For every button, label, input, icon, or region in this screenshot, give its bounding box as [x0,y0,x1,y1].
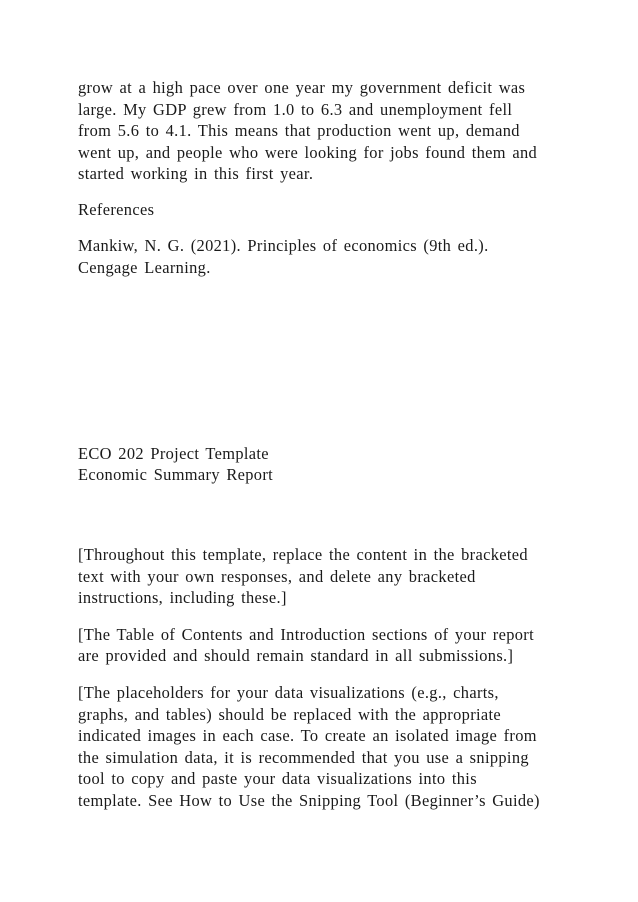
paragraph-line: large. My GDP grew from 1.0 to 6.3 and unemployment fell [78,100,513,119]
instruction-line: instructions, including these.] [78,588,287,607]
template-subtitle-line: Economic Summary Report [78,465,274,484]
instruction-line: are provided and should remain standard in all submissions.] [78,646,514,665]
instruction-line: [The Table of Contents and Introduction sections of your report [78,625,535,644]
instruction-line: [Throughout this template, replace the content in the bracketed [78,545,528,564]
instruction-line: graphs, and tables) should be replaced with the appropriate [78,705,502,724]
instruction-line: tool to copy and paste your data visualizations into this [78,769,477,788]
paragraph-line: from 5.6 to 4.1. This means that production went up, demand [78,121,520,140]
reference-line: Cengage Learning. [78,258,211,277]
paragraph-line: grow at a high pace over one year my government deficit was [78,78,526,97]
template-title-line: ECO 202 Project Template [78,444,269,463]
paragraph-line: went up, and people who were looking for jobs found them and [78,143,538,162]
instruction-line: template. See How to Use the Snipping Tool (Beginner’s Guide) [78,791,540,810]
instruction-line: the simulation data, it is recommended that you use a snipping [78,748,529,767]
instruction-line: [The placeholders for your data visualizations (e.g., charts, [78,683,499,702]
references-heading: References [78,200,155,219]
reference-line: Mankiw, N. G. (2021). Principles of economics (9th ed.). [78,236,489,255]
paragraph-line: started working in this first year. [78,164,314,183]
instruction-line: indicated images in each case. To create an isolated image from [78,726,537,745]
instruction-line: text with your own responses, and delete any bracketed [78,567,476,586]
